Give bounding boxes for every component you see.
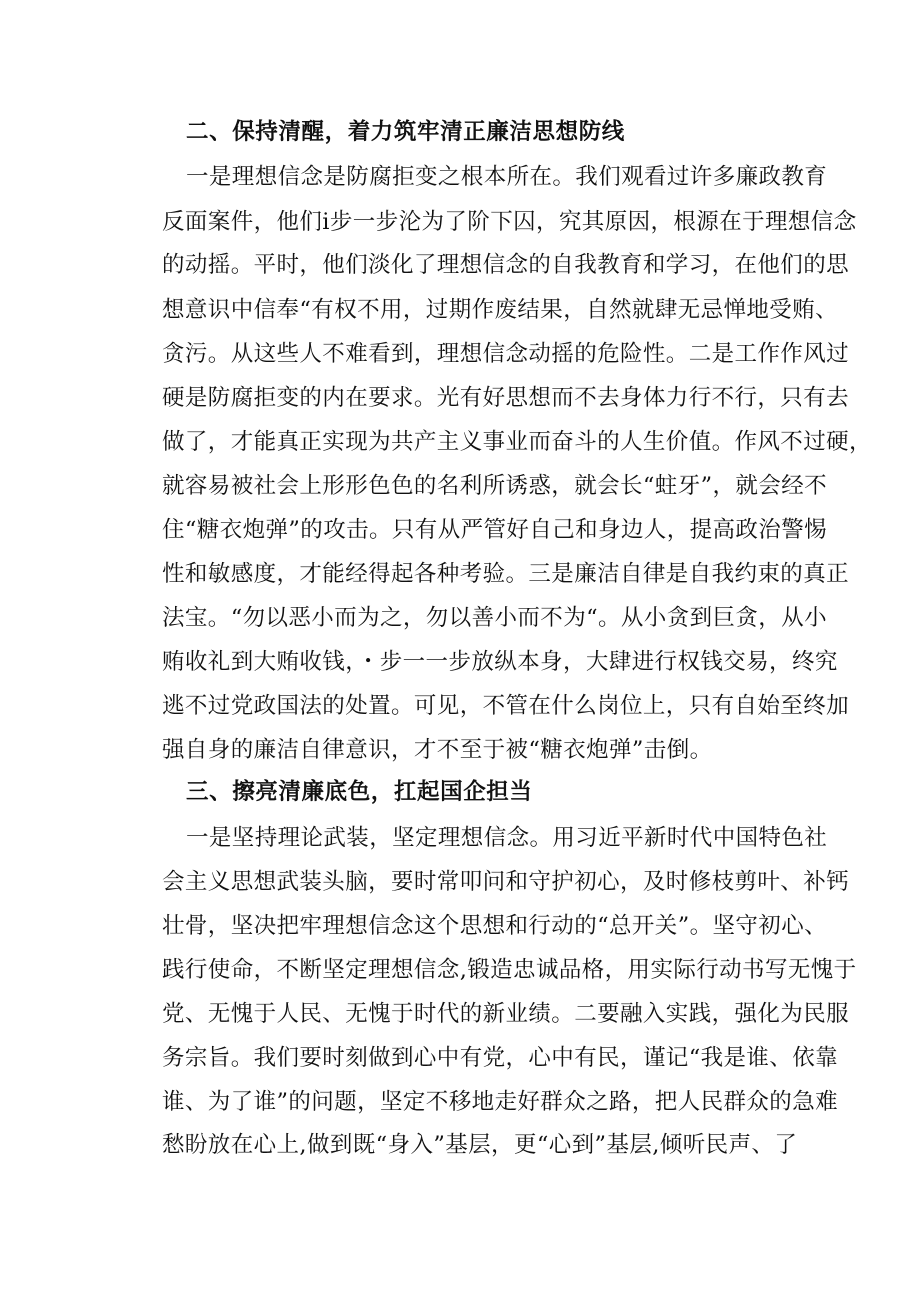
paragraph-line: 性和敏感度，才能经得起各种考验。三是廉洁自律是自我约束的真正	[162, 561, 850, 587]
section-two-heading: 二、保持清醒，着力筑牢清正廉洁思想防线	[186, 119, 625, 145]
paragraph-line: 党、无愧于人民、无愧于时代的新业绩。二要融入实践，强化为民服	[162, 1001, 850, 1027]
paragraph-line: 谁、为了谁”的问题，坚定不移地走好群众之路，把人民群众的急难	[162, 1089, 839, 1115]
paragraph-line: 硬是防腐拒变的内在要求。光有好思想而不去身体力行不行，只有去	[162, 385, 850, 411]
paragraph-line: 贪污。从这些人不难看到，理想信念动摇的危险性。二是工作作风过	[162, 341, 850, 367]
section-three-heading: 三、擦亮清廉底色，扛起国企担当	[186, 779, 533, 805]
paragraph-line: 的动摇。平时，他们淡化了理想信念的自我教育和学习，在他们的思	[162, 252, 850, 278]
paragraph-line: 愁盼放在心上,做到既“身入”基层，更“心到”基层,倾听民声、了	[162, 1132, 798, 1158]
paragraph-line: 法宝。“勿以恶小而为之，勿以善小而不为“。从小贪到巨贪，从小	[162, 605, 828, 631]
paragraph-line: 住“糖衣炮弹”的攻击。只有从严管好自己和身边人，提高政治警惕	[162, 517, 828, 543]
paragraph-line: 一是坚持理论武装，坚定理想信念。用习近平新时代中国特色社	[186, 825, 828, 851]
paragraph-line: 务宗旨。我们要时刻做到心中有党，心中有民，谨记“我是谁、依靠	[162, 1045, 839, 1071]
paragraph-line: 反面案件，他们i步一步沦为了阶下囚，究其原因，根源在于理想信念	[162, 209, 857, 235]
paragraph-line: 贿收礼到大贿收钱，・步一一步放纵本身，大肆进行权钱交易，终究	[162, 649, 838, 675]
paragraph-line: 逃不过党政国法的处置。可见，不管在什么岗位上，只有自始至终加	[162, 693, 850, 719]
paragraph-line: 一是理想信念是防腐拒变之根本所在。我们观看过许多廉政教育	[186, 164, 828, 190]
paragraph-line: 强自身的廉洁自律意识，才不至于被“糖衣炮弹”击倒。	[162, 737, 713, 763]
paragraph-line: 壮骨，坚决把牢理想信念这个思想和行动的“总开关”。坚守初心、	[162, 913, 828, 939]
paragraph-line: 践行使命，不断坚定理想信念,锻造忠诚品格，用实际行动书写无愧于	[162, 957, 857, 983]
paragraph-line: 就容易被社会上形形色色的名利所诱惑，就会长“蛀牙”，就会经不	[162, 473, 828, 499]
paragraph-line: 会主义思想武装头脑，要时常叩问和守护初心，及时修枝剪叶、补钙	[162, 869, 850, 895]
paragraph-line: 做了，才能真正实现为共产主义事业而奋斗的人生价值。作风不过硬，	[162, 429, 872, 455]
paragraph-line: 想意识中信奉“有权不用，过期作废结果，自然就肆无忌惮地受贿、	[162, 297, 839, 323]
